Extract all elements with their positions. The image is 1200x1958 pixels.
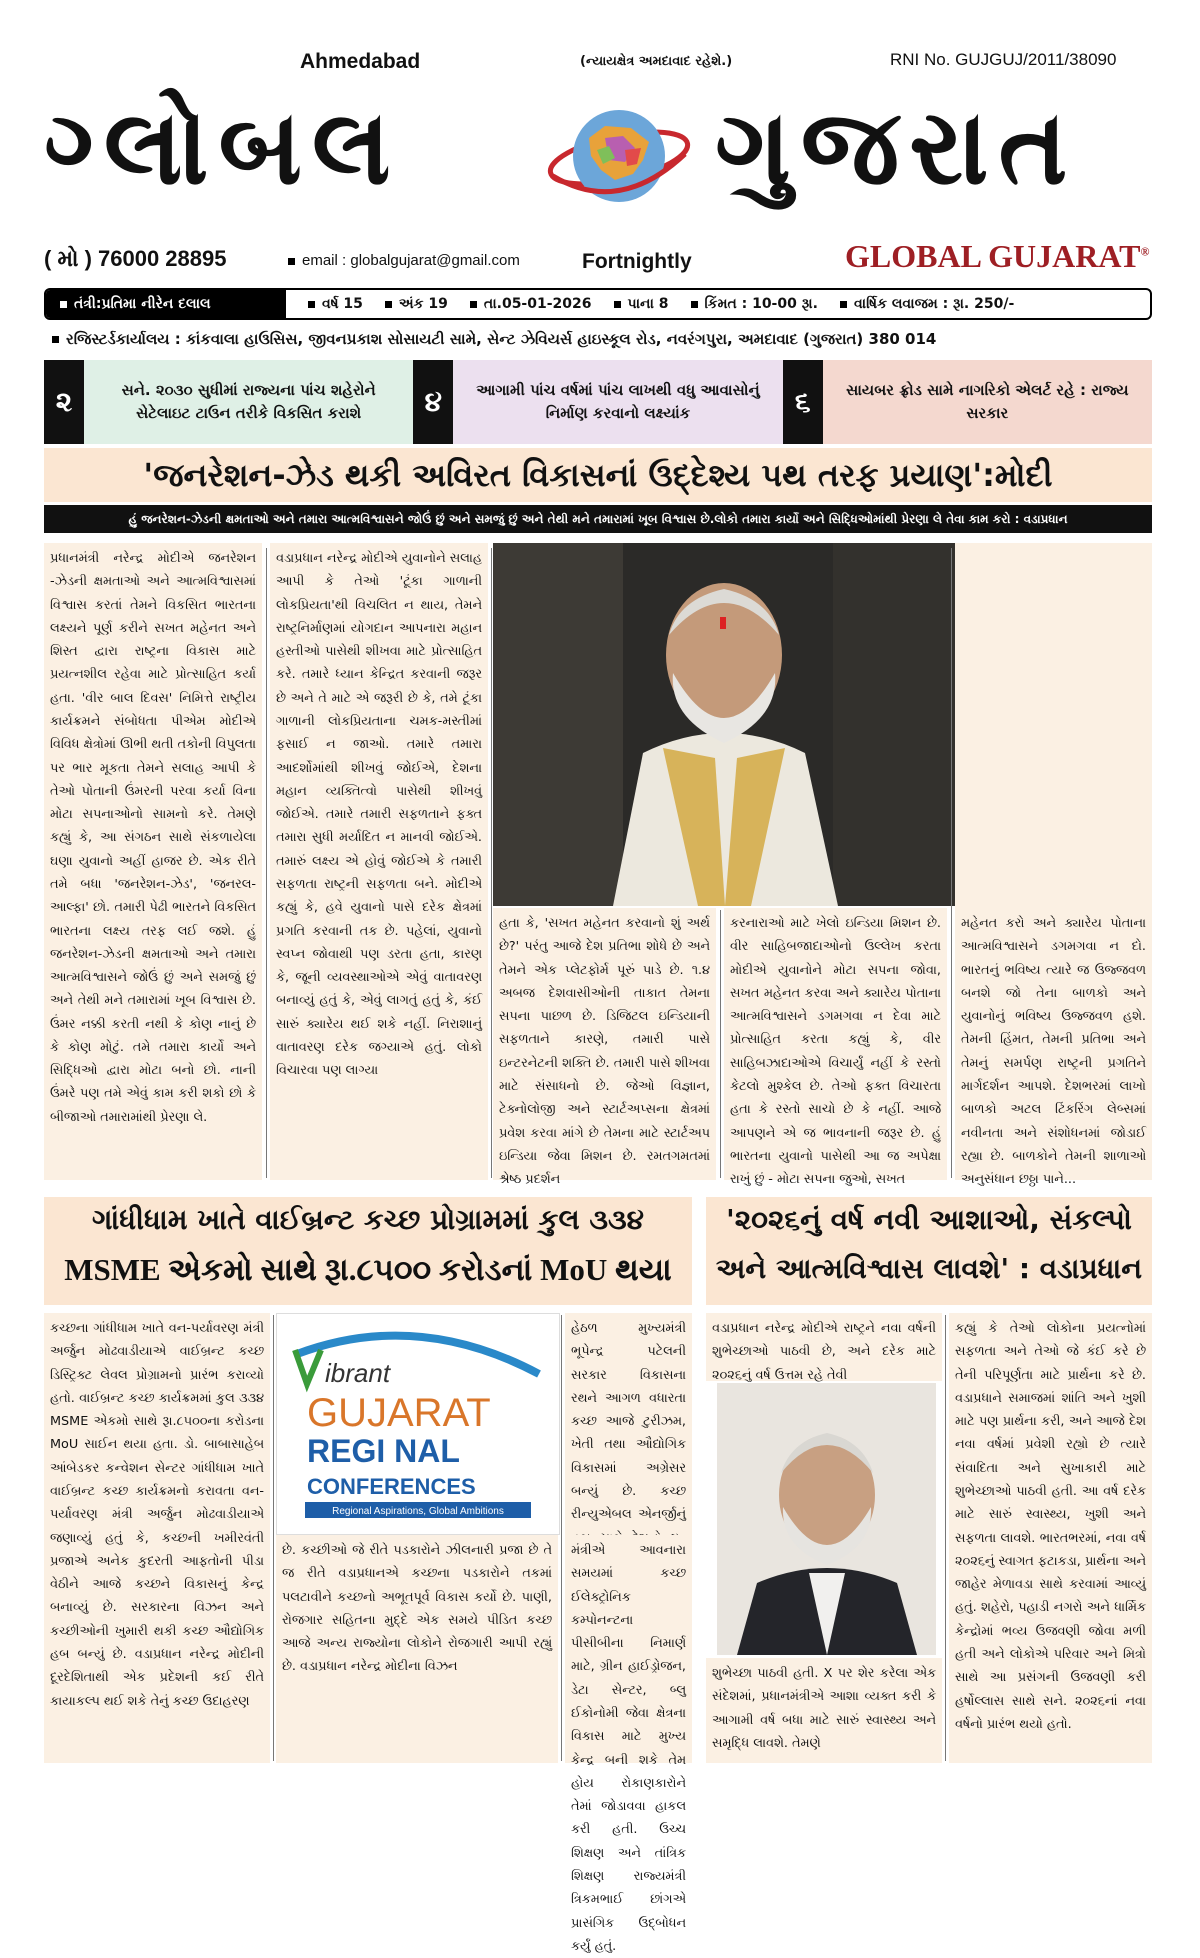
- editor-name: તંત્રી:પ્રતિમા નીરેન દલાલ: [46, 290, 286, 318]
- pm-modi-portrait-photo: [493, 543, 955, 906]
- svg-text:GUJARAT: GUJARAT: [307, 1391, 491, 1435]
- teaser-page-number: ૨: [44, 360, 84, 444]
- main-story-column-2: વડાપ્રધાન નરેન્દ્ર મોદીએ યુવાનોને સલાહ આપી કે તેઓ 'ટૂંકા ગાળાની લોકપ્રિયતા'થી વિચલિત ન થાય, તેમને રાષ્ટ્રનિર્માણમાં યોગદાન આપનારા મહાન હસ્તીઓ પાસેથી શીખવા માટે પ્રોત્સાહિત કરે. તમારે ધ્યાન કેન્દ્રિત કરવાની જરૂર છે અને તે માટે એ જરૂરી છે કે, તમે ટૂંકા ગાળાની લોકપ્રિયતાના ચમક-મસ્તીમાં ફસાઈ ન જાઓ. તમારે તમારા આદર્શોમાંથી શીખવું જોઈએ, દેશના મહાન વ્યક્તિત્વો પાસેથી શીખવું જોઈએ. તમારે તમારી સફળતાને ફક્ત તમારા સુધી મર્યાદિત ન માનવી જોઈએ. તમારું લક્ષ્ય એ હોવું જોઈએ કે તમારી સફળતા રાષ્ટ્રની સફળતા બને. મોદીએ કહ્યું કે, હવે યુવાનો પાસે દરેક ક્ષેત્રમાં પ્રગતિ કરવાની તક છે. પહેલાં, યુવાનો સ્વપ્ન જોવાથી પણ ડરતા હતા, કારણ કે, જૂની વ્યવસ્થાઓએ એવું વાતાવરણ બનાવ્યું હતું કે, એવું લાગતું હતું કે, કંઈ સારું ક્યારેય થઈ શકે નહીં. નિરાશાનું વાતાવરણ દરેક જગ્યાએ હતું. લોકો વિચારવા પણ લાગ્યા: [270, 543, 488, 1180]
- kutch-headline-line-2: MSME એકમો સાથે રૂા.૮૫૦૦ કરોડનાં MoU થયા: [64, 1252, 672, 1287]
- main-subheadline: હું જનરેશન-ઝેડની ક્ષમતાઓ અને તમારા આત્મવિશ્વાસને જોઉં છું અને સમજું છું અને તેથી મને તમારામાં ખૂબ વિશ્વાસ છે.લોકો તમારા કાર્યો અને સિદ્ધિઓમાંથી પ્રેરણા લે તેવા કામ કરો : વડાપ્રધાન: [44, 505, 1152, 533]
- edition-city: Ahmedabad: [300, 50, 421, 73]
- main-story-column-4: કરનારાઓ માટે ખેલો ઇન્ડિયા મિશન છે. વીર સાહિબજાદાઓનો ઉલ્લેખ કરતા મોદીએ યુવાનોને મોટા સપના જોવા, સખત મહેનત કરવા અને ક્યારેય પોતાના આત્મવિશ્વાસને ડગમગવા ન દેવા માટે પ્રોત્સાહિત કરતા કહ્યું કે, વીર સાહિબઝાદાઓએ વિચાર્યું નહીં કે રસ્તો કેટલો મુશ્કેલ છે. તેઓ ફક્ત વિચારતા હતા કે રસ્તો સાચો છે કે નહીં. આજે આપણને એ જ ભાવનાની જરૂર છે. હું ભારતના યુવાનો પાસેથી આ જ અપેક્ષા રાખું છું - મોટા સપના જુઓ, સખત: [724, 908, 947, 1180]
- email-address: email : globalgujarat@gmail.com: [288, 252, 520, 269]
- svg-text:CONFERENCES: CONFERENCES: [307, 1474, 476, 1499]
- main-story-column-3: હતા કે, 'સખત મહેનત કરવાનો શું અર્થ છે?' પરંતુ આજે દેશ પ્રતિભા શોધે છે અને તેમને એક પ્લેટફોર્મ પૂરું પાડે છે. ૧.૪ અબજ દેશવાસીઓની તાકાત તેમના સપના પાછળ છે. ડિજિટલ ઇન્ડિયાની સફળતાને કારણે, તમારી પાસે ઇન્ટરનેટની શક્તિ છે. તમારી પાસે શીખવા માટે સંસાધનો છે. જેઓ વિજ્ઞાન, ટેક્નોલોજી અને સ્ટાર્ટઅપ્સના ક્ષેત્રમાં પ્રવેશ કરવા માંગે છે તેમના માટે સ્ટાર્ટઅપ ઇન્ડિયા જેવા મિશન છે. રમતગમતમાં શ્રેષ્ઠ પ્રદર્શન: [493, 908, 716, 1180]
- issue-price: કિંમત : 10-00 રૂા.: [691, 296, 818, 312]
- vibrant-gujarat-logo: [276, 1313, 560, 1535]
- masthead-english-title: GLOBAL GUJARAT®: [845, 238, 1150, 274]
- newyear-headline-line-2: અને આત્મવિશ્વાસ લાવશે' : વડાપ્રધાન: [715, 1252, 1143, 1285]
- teaser-text: સને. ૨૦૩૦ સુધીમાં રાજ્યના પાંચ શહેરોને સેટેલાઇટ ટાઉન તરીકે વિકસિત કરાશે: [84, 360, 413, 444]
- masthead-title-right: ગુજરાત: [715, 86, 1078, 208]
- main-story-column-5: મહેનત કરો અને ક્યારેય પોતાના આત્મવિશ્વાસને ડગમગવા ન દો. ભારતનું ભવિષ્ય ત્યારે જ ઉજ્જવળ બનશે જો તેના બાળકો અને યુવાનોનું ભવિષ્ય ઉજ્જવળ હશે. તેમની હિંમત, તેમની પ્રતિભા અને તેમનું સમર્પણ રાષ્ટ્રની પ્રગતિને માર્ગદર્શન આપશે. દેશભરમાં લાખો બાળકો અટલ ટિંકરિંગ લેબ્સમાં નવીનતા અને સંશોધનમાં જોડાઈ રહ્યા છે. બાળકોને તેમની શાળાઓ અનુસંધાન છઠ્ઠા પાને...: [955, 908, 1152, 1180]
- kutch-story-column-3-bottom: મંત્રીએ આવનારા સમયમાં કચ્છ ઈલેક્ટ્રોનિક કમ્પોનન્ટના પીસીબીના નિમાર્ણ માટે, ગ્રીન હાઈડ્રોજન, ડેટા સેન્ટર, બ્લુ ઈકોનોમી જેવા ક્ષેત્રના વિકાસ માટે મુખ્ય કેન્દ્ર બની શકે તેમ હોય રોકાણકારોને તેમાં જોડાવવા હાકલ કરી હતી. ઉચ્ચ શિક્ષણ અને તાંત્રિક શિક્ષણ રાજ્યમંત્રી ત્રિકમભાઈ છાંગએ પ્રાસંગિક ઉદ્બોધન કર્યું હતું.: [565, 1535, 692, 1763]
- pm-modi-headshot-photo: [717, 1383, 936, 1655]
- svg-text:ibrant: ibrant: [325, 1358, 391, 1388]
- kutch-story-column-2: છે. કચ્છીઓ જે રીતે પડકારોને ઝીલનારી પ્રજા છે તે જ રીતે વડાપ્રધાનએ કચ્છના પડકારોને તકમાં પલટાવીને કચ્છનો અભૂતપૂર્વ વિકાસ કર્યો છે. પાણી, રોજગાર સહિતના મુદ્દે એક સમયે પીડિત કચ્છ આજે અન્ય રાજ્યોના લોકોને રોજગારી આપી રહ્યું છે. વડાપ્રધાન નરેન્દ્ર મોદીના વિઝન: [276, 1535, 558, 1763]
- teaser-text: સાયબર ફ્રોડ સામે નાગરિકો એલર્ટ રહે : રાજ્ય સરકાર: [823, 360, 1152, 444]
- teaser-item[interactable]: [413, 360, 782, 444]
- annual-subscription: વાર્ષિક લવાજમ : રૂા. 250/-: [840, 296, 1014, 312]
- newyear-story-column-2: કહ્યું કે તેઓ લોકોના પ્રયત્નોમાં સફળતા અને તેઓ જે કંઈ કરે છે તેની પરિપૂર્ણતા માટે પ્રાર્થના કરે છે. વડાપ્રધાને સમાજમાં શાંતિ અને ખુશી માટે પણ પ્રાર્થના કરી, અને આજે દેશ નવા વર્ષમાં પ્રવેશી રહ્યો છે ત્યારે સંવાદિતા અને સુખાકારી માટે શુભેચ્છાઓ પાઠવી હતી. આ વર્ષ દરેક માટે સારું સ્વાસ્થ્ય, ખુશી અને સફળતા લાવશે. ભારતભરમાં, નવા વર્ષ ૨૦૨૬નું સ્વાગત ફટાકડા, પ્રાર્થના અને જાહેર મેળાવડા સાથે કરવામાં આવ્યું હતું. શહેરો, પહાડી નગરો અને ધાર્મિક કેન્દ્રોમાં ભવ્ય ઉજવણી જોવા મળી હતી અને લોકોએ પરિવાર અને મિત્રો સાથે આ પ્રસંગની ઉજવણી કરી હર્ષોલ્લાસ સાથે સને. ૨૦૨૬નાં નવા વર્ષનો પ્રારંભ થયો હતો.: [949, 1313, 1152, 1763]
- phone-number: ( મો ) 76000 28895: [44, 246, 227, 271]
- svg-text:REGI NAL: REGI NAL: [307, 1433, 460, 1469]
- globe-logo-icon: [545, 98, 693, 216]
- main-headline: 'જનરેશન-ઝેડ થકી અવિરત વિકાસનાં ઉદ્દેશ્ય પથ તરફ પ્રયાણ':મોદી: [44, 448, 1152, 502]
- issue-info-bar: [44, 288, 1152, 320]
- teaser-strip: [44, 360, 1152, 444]
- issue-year: વર્ષ 15: [308, 296, 363, 312]
- kutch-story-column-3-top: હેઠળ મુખ્યમંત્રી ભૂપેન્દ્ર પટેલની સરકાર વિકાસના રથને આગળ વધારતા કચ્છ આજે ટુરીઝમ, ખેતી તથા ઔદ્યોગિક વિકાસમાં અગ્રેસર બન્યું છે. કચ્છ રીન્યુએબલ એનર્જીનું: [565, 1313, 692, 1535]
- newyear-story-column-1-bottom: શુભેચ્છા પાઠવી હતી. X પર શેર કરેલા એક સંદેશમાં, પ્રધાનમંત્રીએ આશા વ્યક્ત કરી કે આગામી વર્ષ બધા માટે સારું સ્વાસ્થ્ય અને સમૃદ્ધિ લાવશે. તેમણે: [706, 1658, 942, 1763]
- issue-number: અંક 19: [385, 296, 448, 312]
- teaser-text: આગામી પાંચ વર્ષમાં પાંચ લાખથી વધુ આવાસોનું નિર્માણ કરવાનો લક્ષ્યાંક: [453, 360, 782, 444]
- svg-text:Regional Aspirations, Global A: Regional Aspirations, Global Ambitions: [332, 1506, 504, 1517]
- publication-frequency: Fortnightly: [582, 250, 692, 273]
- main-story-column-1: પ્રધાનમંત્રી નરેન્દ્ર મોદીએ જનરેશન -ઝેડની ક્ષમતાઓ અને આત્મવિશ્વાસમાં વિશ્વાસ કરતાં તેમને વિકસિત ભારતના લક્ષ્યને પૂર્ણ કરીને સખત મહેનત અને શિસ્ત દ્વારા રાષ્ટ્રના વિકાસ માટે પ્રયત્નશીલ રહેવા માટે પ્રોત્સાહિત કર્યા હતા. 'વીર બાલ દિવસ' નિમિત્તે રાષ્ટ્રીય કાર્યક્રમને સંબોધતા પીએમ મોદીએ વિવિધ ક્ષેત્રોમાં ઊભી થતી તકોની વિપુલતા પર ભાર મૂકતા તેમને સલાહ આપી કે તેઓ પોતાની ઉંમરની પરવા કર્યા વિના મોટા સપનાઓનો સામનો કરે. તેમણે કહ્યું કે, આ સંગઠન સાથે સંકળાયેલા ઘણા યુવાનો અહીં હાજર છે. એક રીતે તમે બધા 'જનરેશન-ઝેડ', 'જનરલ-આલ્ફા' છો. તમારી પેઢી ભારતને વિકસિત ભારતના લક્ષ્ય તરફ લઈ જશે. હું જનરેશન-ઝેડની ક્ષમતાઓ અને તમારા આત્મવિશ્વાસને જોઉં છું અને સમજું છું અને તેથી મને તમારામાં ખૂબ વિશ્વાસ છે. ઉંમર નક્કી કરતી નથી કે કોણ નાનું છે કે કોણ મોટું. તમે તમારા કાર્યો અને સિદ્ધિઓ દ્વારા મોટા બનો છો. નાની ઉંમરે પણ તમે એવું કામ કરી શકો છો કે બીજાઓ તમારામાંથી પ્રેરણા લે.: [44, 543, 262, 1180]
- newyear-headline-line-1: '૨૦૨૬નું વર્ષ નવી આશાઓ, સંકલ્પો: [726, 1203, 1132, 1236]
- kutch-headline-line-1: ગાંધીધામ ખાતે વાઈબ્રન્ટ કચ્છ પ્રોગ્રામમાં કુલ ૩૩૪: [91, 1203, 645, 1236]
- teaser-page-number: ૪: [413, 360, 453, 444]
- rni-number: RNI No. GUJGUJ/2011/38090: [890, 50, 1117, 69]
- newyear-story-column-1-top: વડાપ્રધાન નરેન્દ્ર મોદીએ રાષ્ટ્રને નવા વર્ષની શુભેચ્છાઓ પાઠવી છે, અને દરેક માટે ૨૦૨૬નું વર્ષ ઉત્તમ રહે તેવી: [706, 1313, 942, 1381]
- teaser-item[interactable]: [783, 360, 1152, 444]
- teaser-item[interactable]: [44, 360, 413, 444]
- masthead-title-left: ગ્લોબલ: [44, 86, 401, 208]
- issue-date: તા.05-01-2026: [470, 296, 592, 312]
- registered-office-address: રજિસ્ટર્ડકાર્યાલય : કાંકવાલા હાઉસિસ, જીવનપ્રકાશ સોસાયટી સામે, સેન્ટ ઝેવિયર્સ હાઇસ્કૂલ રોડ, નવરંગપુરા, અમદાવાદ (ગુજરાત) 380 014: [52, 330, 936, 348]
- vibrant-gujarat-logo-icon: [277, 1314, 559, 1534]
- kutch-story-column-1: કચ્છના ગાંધીધામ ખાતે વન-પર્યાવરણ મંત્રી અર્જુન મોઢવાડીયાએ વાઈબ્રન્ટ કચ્છ ડિસ્ટ્રિક્ટ લેવલ પ્રોગ્રામનો પ્રારંભ કરાવ્યો હતો. વાઈબ્રન્ટ કચ્છ કાર્યક્રમમાં કુલ ૩૩૪ MSME એકમો સાથે રૂા.૮૫૦૦ના કરોડના MoU સાઈન થયા હતા. ડો. બાબાસાહેબ આંબેડકર કન્વેશન સેન્ટર ગાંધીધામ ખાતે વાઈબ્રન્ટ કચ્છ કાર્યક્રમનો કરાવતા વન- પર્યાવરણ મંત્રી અર્જુન મોઢવાડીયાએ જણાવ્યું હતું કે, કચ્છની ખમીરવંતી પ્રજાએ અનેક કુદરતી આફતોની પીડા વેઠીને આજે કચ્છને વિકાસનું કેન્દ્ર બનાવ્યું છે. સરકારના વિઝન અને કચ્છીઓની ખુમારી થકી કચ્છ ઔદ્યોગિક હબ બન્યું છે. વડાપ્રધાન નરેન્દ્ર મોદીની દૂરદેશિતાથી એક પ્રદેશની કઈ રીતે કાયાકલ્પ થઈ શકે તેનું કચ્છ ઉદાહરણ: [44, 1313, 270, 1763]
- page-count: પાના 8: [614, 296, 669, 312]
- teaser-page-number: ૬: [783, 360, 823, 444]
- jurisdiction-note: (ન્યાયક્ષેત્ર અમદાવાદ રહેશે.): [580, 54, 733, 69]
